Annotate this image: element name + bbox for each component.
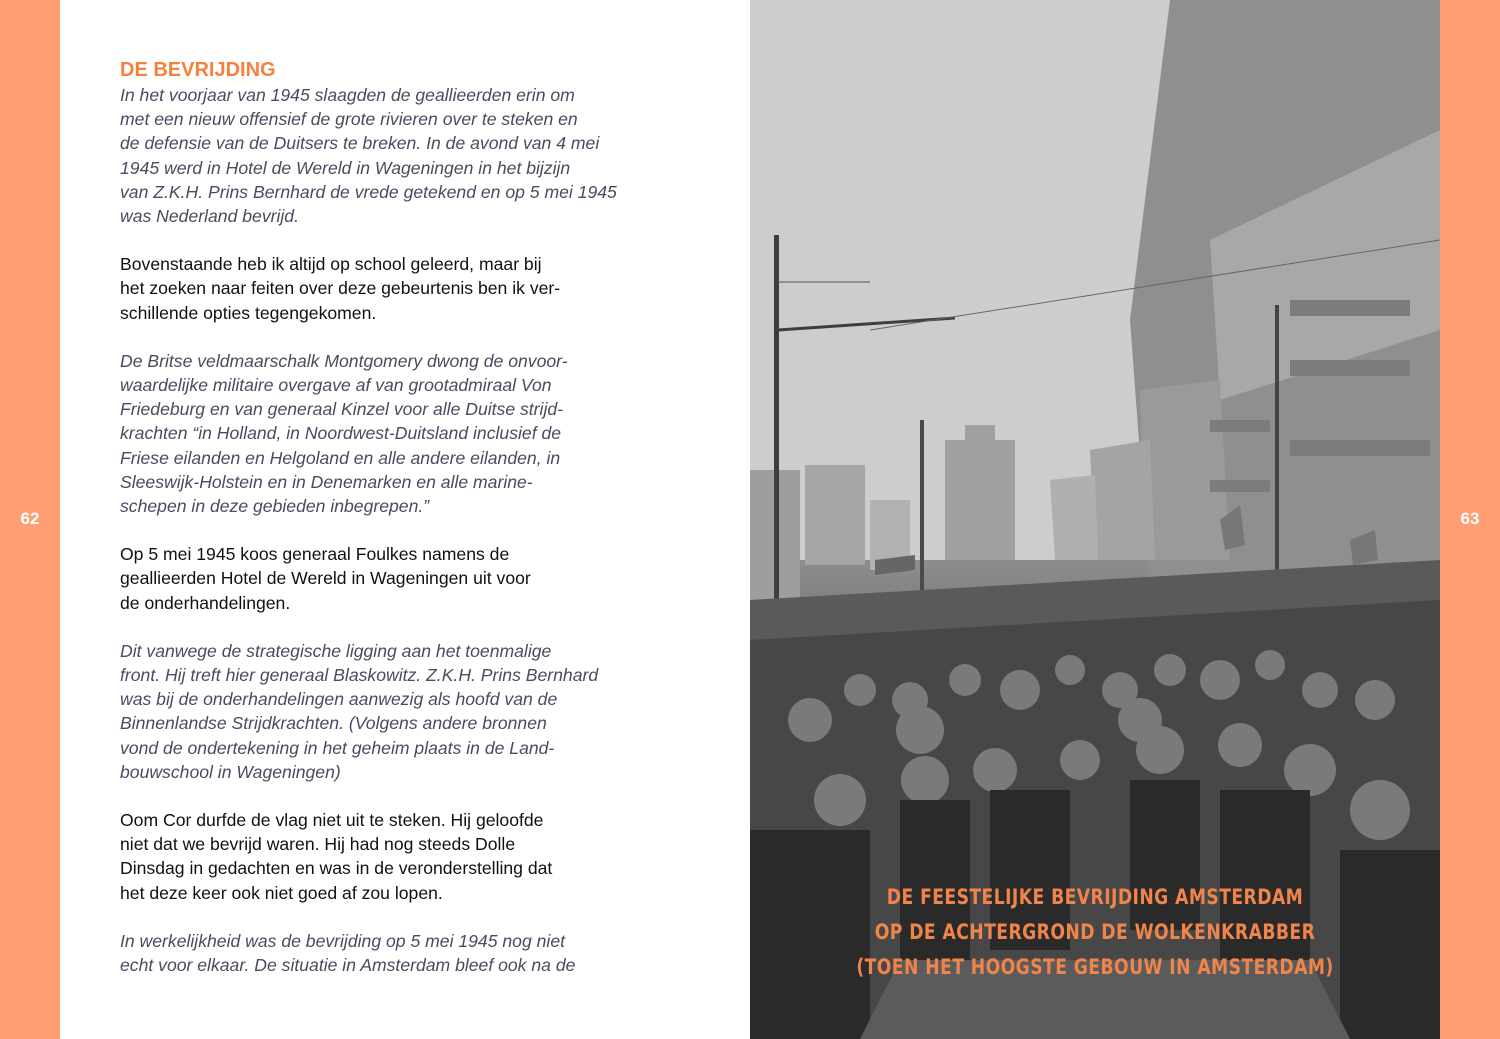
paragraph-list	[120, 83, 640, 977]
paragraph-italic: De Britse veldmaarschalk Montgomery dwong de onvoor- waardelijke militaire overgave af van grootadmiraal Von Friedeburg en van generaal Kinzel voor alle Duitse strijd- krachten “in Holland, in Noordwest-Duitsland inclusief de Friese eilanden en Helgoland en alle andere eilanden, in Sleeswijk-Holstein en in Denemarken en alle marine- schepen in deze gebieden inbegrepen.”	[120, 350, 568, 517]
left-page	[60, 0, 750, 1039]
section-heading: DE BEVRIJDING	[120, 59, 276, 81]
paragraph-normal: Oom Cor durfde de vlag niet uit te steken. Hij geloofde niet dat we bevrijd waren. Hij had nog steeds Dolle Dinsdag in gedachten en was in de veronderstelling dat het deze keer ook niet goed af zou lopen.	[120, 810, 553, 903]
page-number-right: 63	[1460, 509, 1480, 528]
photo-caption	[812, 880, 1378, 985]
left-margin-band	[0, 0, 60, 1039]
paragraph-normal: Bovenstaande heb ik altijd op school geleerd, maar bij het zoeken naar feiten over deze gebeurtenis ben ik ver- schillende opties tegengekomen.	[120, 254, 561, 323]
right-margin-band	[1440, 0, 1500, 1039]
paragraph-italic: In werkelijkheid was de bevrijding op 5 mei 1945 nog niet echt voor elkaar. De situatie in Amsterdam bleef ook na de	[120, 930, 576, 976]
liberation-photo	[750, 0, 1440, 1039]
page-number-left: 62	[20, 509, 40, 528]
paragraph-italic: In het voorjaar van 1945 slaagden de geallieerden erin om met een nieuw offensief de grote rivieren over te steken en de defensie van de Duitsers te breken. In de avond van 4 mei 1945 werd in Hotel de Wereld in Wageningen in het bijzijn van Z.K.H. Prins Bernhard de vrede getekend en op 5 mei 1945 was Nederland bevrijd.	[120, 85, 617, 227]
paragraph-italic: Dit vanwege de strategische ligging aan het toenmalige front. Hij treft hier generaal Blaskowitz. Z.K.H. Prins Bernhard was bij de onderhandelingen aanwezig als hoofd van de Binnenlandse Strijdkrachten. (Volgens andere bronnen vond de ondertekening in het geheim plaats in de Land- bouwschool in Wageningen)	[120, 640, 599, 782]
article-text-column	[120, 57, 640, 1001]
caption-line: DE FEESTELIJKE BEVRIJDING AMSTERDAM	[886, 885, 1304, 909]
paragraph-normal: Op 5 mei 1945 koos generaal Foulkes namens de geallieerden Hotel de Wereld in Wageningen uit voor de onderhandelingen.	[120, 544, 531, 613]
caption-line: OP DE ACHTERGROND DE WOLKENKRABBER	[874, 920, 1316, 944]
caption-line: (TOEN HET HOOGSTE GEBOUW IN AMSTERDAM)	[856, 955, 1334, 979]
